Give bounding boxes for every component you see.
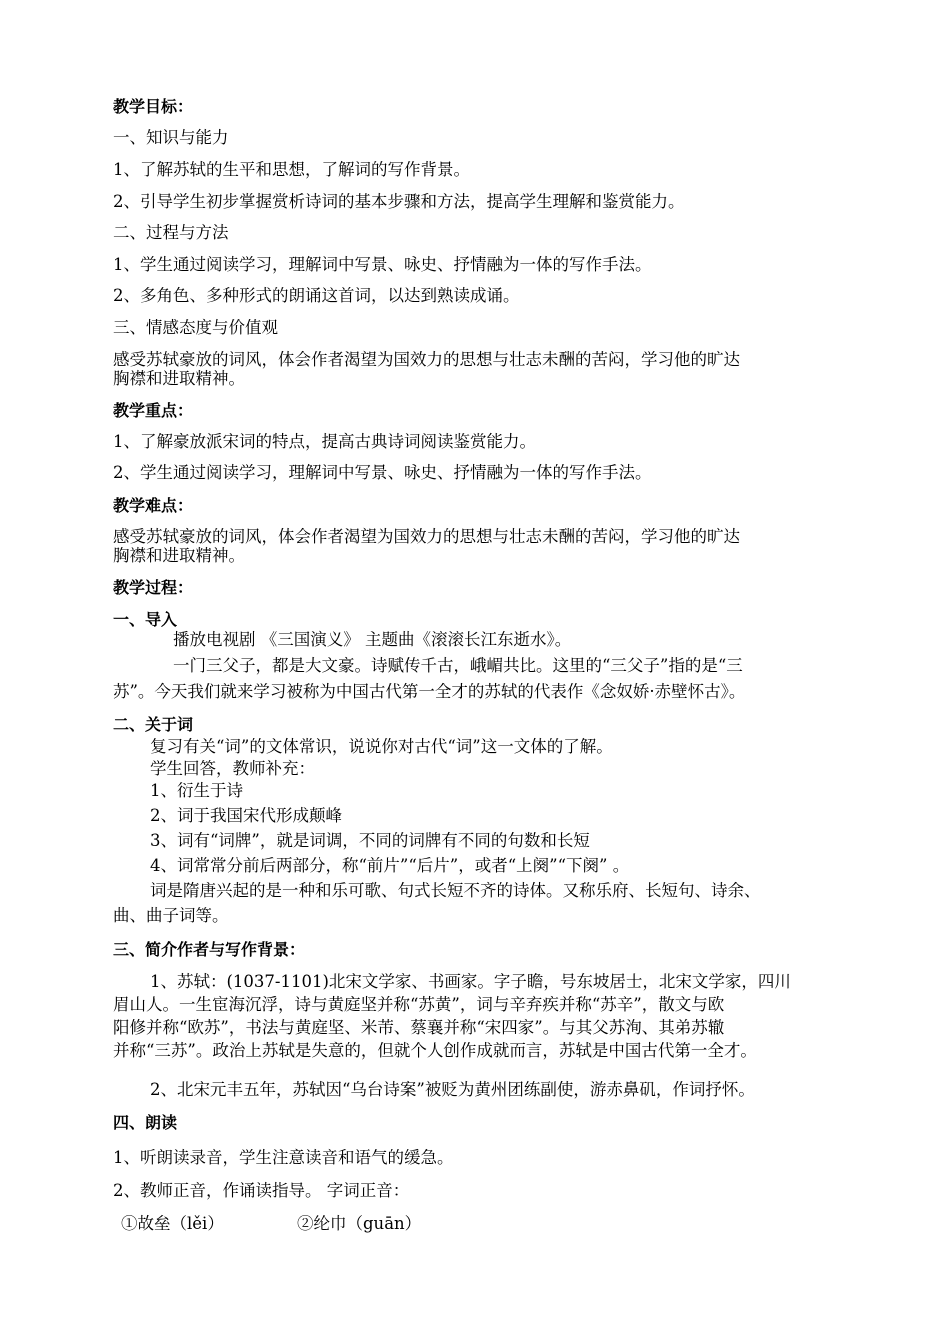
difficulties-text: 感受苏轼豪放的词风，体会作者渴望为国效力的思想与壮志未酬的苦闷，学习他的旷达 [113,527,740,546]
ci-line: 复习有关“词”的文体常识，说说你对古代“词”这一文体的了解。 [150,737,613,756]
ci-line: 曲、曲子词等。 [113,906,229,925]
author-title: 三、简介作者与写作背景： [113,940,306,959]
ci-line: 4、词常常分前后两部分，称“前片”“后片”，或者“上阕”“下阕” 。 [150,856,630,875]
difficulties-heading: 教学难点： [113,496,194,515]
key-point-item: 1、了解豪放派宋词的特点，提高古典诗词阅读鉴赏能力。 [113,432,536,451]
key-points-heading: 教学重点： [113,401,194,420]
section-process-title: 二、过程与方法 [113,223,229,242]
objective-item: 1、了解苏轼的生平和思想，了解词的写作背景。 [113,160,470,179]
intro-line: 苏”。今天我们就来学习被称为中国古代第一全才的苏轼的代表作《念奴娇·赤壁怀古》。 [113,682,746,701]
author-line: 2、北宋元丰五年，苏轼因“乌台诗案”被贬为黄州团练副使，游赤鼻矶，作词抒怀。 [150,1080,755,1099]
author-line: 1、苏轼：(1037-1101)北宋文学家、书画家。字子瞻，号东坡居士，北宋文学家，四川 [150,972,791,991]
author-line: 眉山人。一生宦海沉浮，诗与黄庭坚并称“苏黄”，词与辛弃疾并称“苏辛”，散文与欧 [113,995,725,1014]
reading-line: 1、听朗读录音，学生注意读音和语气的缓急。 [113,1148,454,1167]
objective-item: 2、多角色、多种形式的朗诵这首词，以达到熟读成诵。 [113,286,520,305]
intro-line: 播放电视剧 《三国演义》 主题曲《滚滚长江东逝水》。 [173,630,572,649]
ci-line: 词是隋唐兴起的是一种和乐可歌、句式长短不齐的诗体。又称乐府、长短句、诗余、 [150,881,761,900]
objective-item: 1、学生通过阅读学习，理解词中写景、咏史、抒情融为一体的写作手法。 [113,255,652,274]
reading-title: 四、朗读 [113,1113,178,1132]
pronunciation-item: ①故垒（lěi） [121,1214,224,1233]
emotion-text: 胸襟和进取精神。 [113,369,245,388]
intro-title: 一、导入 [113,610,178,629]
author-line: 并称“三苏”。政治上苏轼是失意的，但就个人创作成就而言，苏轼是中国古代第一全才。 [113,1041,757,1060]
section-knowledge-title: 一、知识与能力 [113,128,229,147]
ci-line: 学生回答，教师补充： [150,759,315,778]
objective-item: 2、引导学生初步掌握赏析诗词的基本步骤和方法，提高学生理解和鉴赏能力。 [113,192,685,211]
ci-line: 1、衍生于诗 [150,781,243,800]
key-point-item: 2、学生通过阅读学习，理解词中写景、咏史、抒情融为一体的写作手法。 [113,463,652,482]
ci-line: 2、词于我国宋代形成颠峰 [150,806,342,825]
intro-line: 一门三父子，都是大文豪。诗赋传千古，峨嵋共比。这里的“三父子”指的是“三 [173,656,743,675]
section-emotion-title: 三、情感态度与价值观 [113,318,278,337]
process-heading: 教学过程： [113,578,194,597]
reading-line: 2、教师正音，作诵读指导。 字词正音： [113,1181,410,1200]
ci-title: 二、关于词 [113,715,194,734]
difficulties-text: 胸襟和进取精神。 [113,546,245,565]
objectives-heading: 教学目标： [113,97,194,116]
author-line: 阳修并称“欧苏”，书法与黄庭坚、米芾、蔡襄并称“宋四家”。与其父苏洵、其弟苏辙 [113,1018,725,1037]
pronunciation-item: ②纶巾（guān） [297,1214,422,1233]
emotion-text: 感受苏轼豪放的词风，体会作者渴望为国效力的思想与壮志未酬的苦闷，学习他的旷达 [113,350,740,369]
ci-line: 3、词有“词牌”，就是词调，不同的词牌有不同的句数和长短 [150,831,590,850]
